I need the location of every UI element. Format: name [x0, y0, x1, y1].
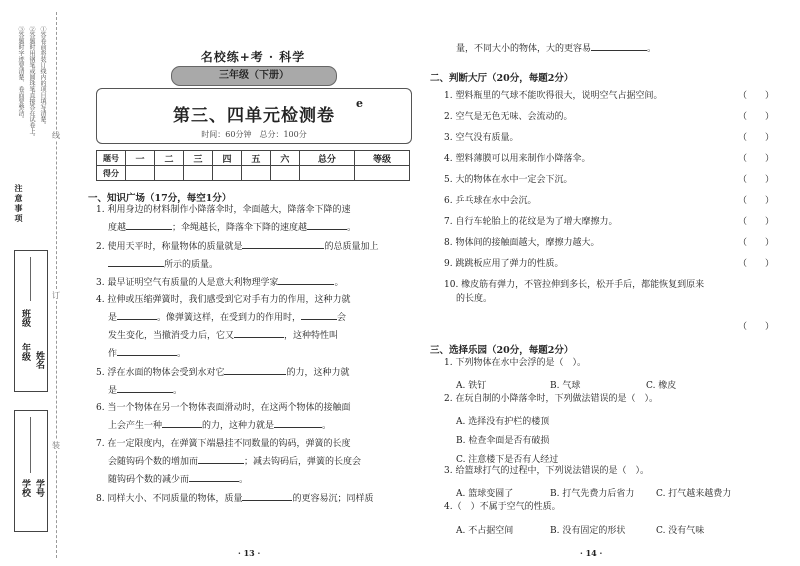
question-text: 所示的质量。 [164, 260, 219, 270]
answer-paren[interactable]: （ ） [737, 175, 774, 185]
score-input[interactable] [183, 166, 212, 181]
mc-option[interactable]: A. 铁钉 [456, 381, 487, 391]
notice-item-2: ②答题时用钢笔或圆珠笔直接答在试卷上。 [28, 26, 35, 140]
question-text: 。 [647, 44, 657, 54]
number-label: 学号 [34, 479, 44, 497]
answer-paren[interactable]: （ ） [737, 238, 774, 248]
score-table-header-row [97, 151, 410, 166]
school-info-box [14, 410, 48, 532]
mc-option[interactable]: A. 篮球变圆了 [456, 489, 514, 499]
question-4 [96, 292, 350, 363]
score-cell: 题号 [97, 151, 126, 166]
tf-item-2 [444, 112, 774, 123]
answer-blank[interactable] [234, 327, 284, 338]
score-row-label: 得分 [97, 166, 126, 181]
answer-blank[interactable] [274, 417, 322, 428]
mc-option[interactable]: C. 打气越来越费力 [656, 489, 732, 499]
score-input[interactable] [212, 166, 241, 181]
tf-item-5 [444, 175, 774, 186]
answer-paren[interactable]: （ ） [737, 217, 774, 227]
mc-option[interactable]: C. 注意楼下是否有人经过 [456, 455, 559, 465]
tf-text: 4. 塑料薄膜可以用来制作小降落伞。 [444, 154, 591, 164]
answer-paren[interactable]: （ ） [737, 91, 774, 101]
question-text: 。像弹簧这样，在受到力的作用时， [157, 313, 302, 323]
question-text: 2. 使用天平时，称量物体的质量就是 [96, 242, 243, 252]
question-text: 会 [337, 313, 347, 323]
school-label: 学校 [20, 479, 30, 497]
binding-strip [0, 0, 60, 566]
score-input[interactable] [154, 166, 183, 181]
tf-text: 3. 空气没有质量。 [444, 133, 519, 143]
question-text: 的力，这种力就 [286, 368, 350, 378]
mc-option[interactable]: C. 橡皮 [646, 381, 677, 391]
answer-blank[interactable] [189, 471, 239, 482]
class-info-box [14, 250, 48, 392]
question-7 [96, 436, 361, 489]
mc-question-1: 1. 下列物体在水中会浮的是（ ）。 [444, 358, 586, 368]
question-text: 7. 在一定限度内，在弹簧下端悬挂不同数量的钩码，弹簧的长度 [96, 439, 351, 449]
question-text: 8. 同样大小、不同质量的物体，质量 [96, 494, 243, 504]
mc-option[interactable]: A. 不占据空间 [456, 526, 514, 536]
question-text: 。 [173, 386, 183, 396]
score-cell: 等级 [354, 151, 409, 166]
mc-option[interactable]: B. 没有固定的形状 [550, 526, 626, 536]
question-text: ，这种特性叫 [284, 331, 339, 341]
answer-blank[interactable] [126, 219, 172, 230]
mc-option[interactable]: B. 打气先费力后省力 [550, 489, 635, 499]
school-input-line[interactable] [30, 417, 31, 473]
notice-block [14, 26, 48, 176]
page-number-left: · 13 · [238, 548, 261, 558]
score-input[interactable] [126, 166, 155, 181]
mc-option[interactable]: A. 选择没有护栏的楼顶 [456, 417, 550, 427]
question-text: 随钩码个数的减少而 [108, 475, 190, 485]
answer-blank[interactable] [117, 309, 157, 320]
answer-paren[interactable]: （ ） [737, 133, 774, 143]
score-cell: 二 [154, 151, 183, 166]
series-title: 名校练+考 · 科学 [200, 50, 306, 64]
answer-paren[interactable]: （ ） [737, 259, 774, 269]
mc-option[interactable]: B. 检查伞面是否有破损 [456, 436, 550, 446]
tf-item-10-continued [456, 294, 774, 305]
question-text: 是 [108, 313, 118, 323]
answer-blank[interactable] [117, 382, 173, 393]
tf-item-4 [444, 154, 774, 165]
decorative-mark: e [356, 97, 363, 110]
page-number-right: · 14 · [580, 548, 603, 558]
question-text: 发生变化，当撤消受力后，它又 [108, 331, 235, 341]
left-page [88, 0, 418, 566]
question-text: 的更容易沉；同样质 [292, 494, 374, 504]
answer-paren[interactable]: （ ） [737, 154, 774, 164]
answer-paren[interactable]: （ ） [737, 196, 774, 206]
question-text: 作 [108, 349, 118, 359]
notice-heading: 注意事项 [14, 184, 24, 224]
cut-word-bind: 订 [52, 291, 60, 300]
question-text: 6. 当一个物体在另一个物体表面滑动时，在这两个物体的接触面 [96, 403, 351, 413]
question-3 [96, 274, 343, 292]
score-input[interactable] [354, 166, 409, 181]
mc-question-3: 3. 给篮球打气的过程中，下列说法错误的是（ ）。 [444, 466, 649, 476]
answer-blank[interactable] [301, 309, 337, 320]
answer-paren[interactable]: （ ） [737, 322, 774, 332]
class-input-line[interactable] [30, 257, 31, 301]
cut-word-pack: 装 [52, 441, 60, 450]
section-1-heading: 一、知识广场（17分，每空1分） [88, 193, 232, 204]
question-text: 5. 浮在水面的物体会受到水对它 [96, 368, 225, 378]
section-3-heading: 三、选择乐园（20分，每题2分） [430, 345, 574, 356]
score-cell: 三 [183, 151, 212, 166]
mc-question-4: 4.（ ）不属于空气的性质。 [444, 502, 561, 512]
tf-text: 7. 自行车轮胎上的花纹是为了增大摩擦力。 [444, 217, 618, 227]
score-input[interactable] [299, 166, 354, 181]
grade-badge: 三年级（下册） [171, 66, 337, 86]
question-text: 量，不同大小的物体，大的更容易 [456, 44, 592, 54]
question-text: 。 [239, 475, 249, 485]
answer-blank[interactable] [117, 345, 177, 356]
question-8 [96, 490, 373, 508]
answer-blank[interactable] [108, 256, 164, 267]
exam-info: 时间：60分钟 总分：100分 [201, 130, 307, 139]
tf-text: 5. 大的物体在水中一定会下沉。 [444, 175, 573, 185]
exam-title: 第三、四单元检测卷 [173, 106, 335, 126]
question-6 [96, 400, 350, 435]
tf-item-8 [444, 238, 774, 249]
tf-item-10 [444, 280, 774, 291]
question-8-continued [456, 40, 656, 58]
question-text: ；伞绳越长，降落伞下降的速度越 [172, 223, 308, 233]
answer-blank[interactable] [162, 417, 202, 428]
answer-blank[interactable] [224, 364, 286, 375]
mc-option[interactable]: B. 气球 [550, 381, 581, 391]
tf-item-1 [444, 91, 774, 102]
question-text: 。 [322, 421, 332, 431]
question-text: 。 [347, 223, 357, 233]
question-text: 度越 [108, 223, 127, 233]
title-box [96, 88, 412, 144]
tf-text: 10. 橡皮筋有弹力，不管拉伸到多长，松开手后，都能恢复到原来 [444, 280, 705, 290]
question-5 [96, 364, 349, 400]
question-text: 。 [334, 278, 344, 288]
tf-text: 6. 乒乓球在水中会沉。 [444, 196, 537, 206]
score-input[interactable] [270, 166, 299, 181]
right-page [430, 0, 790, 566]
answer-blank[interactable] [591, 40, 647, 51]
mc-option[interactable]: C. 没有气味 [656, 526, 705, 536]
tf-item-9 [444, 259, 774, 270]
question-text: 。 [177, 349, 187, 359]
score-cell: 四 [212, 151, 241, 166]
answer-blank[interactable] [242, 238, 324, 249]
question-text: ；减去钩码后，弹簧的长度会 [244, 457, 362, 467]
score-cell: 五 [241, 151, 270, 166]
question-text: 上会产生一种 [108, 421, 163, 431]
question-text: 1. 利用身边的材料制作小降落伞时，伞面越大，降落伞下降的速 [96, 205, 351, 215]
score-table-score-row [97, 166, 410, 181]
score-input[interactable] [241, 166, 270, 181]
question-text: 会随钩码个数的增加而 [108, 457, 199, 467]
name-label: 姓名 [34, 351, 44, 369]
tf-text: 8. 物体间的接触面越大，摩擦力越大。 [444, 238, 600, 248]
answer-blank[interactable] [278, 274, 334, 285]
score-cell: 一 [126, 151, 155, 166]
question-text: 的力，这种力就是 [202, 421, 275, 431]
tf-item-7 [444, 217, 774, 228]
cut-word-line: 线 [52, 131, 60, 140]
class-label: 班级 [20, 309, 30, 327]
cut-line [56, 12, 57, 558]
tf-text: 的长度。 [456, 294, 493, 304]
question-text: 3. 最早证明空气有质量的人是意大利物理学家 [96, 278, 279, 288]
answer-paren[interactable]: （ ） [737, 112, 774, 122]
score-table [96, 150, 410, 181]
grade-label: 年级 [20, 343, 30, 361]
question-2 [96, 238, 378, 274]
question-text: 是 [108, 386, 118, 396]
score-cell: 总分 [299, 151, 354, 166]
answer-blank[interactable] [242, 490, 292, 501]
tf-text: 2. 空气是无色无味、会流动的。 [444, 112, 573, 122]
notice-item-3: ③答题时字迹要清楚、卷面要整洁。 [17, 26, 24, 122]
question-text: 的总质量加上 [324, 242, 379, 252]
question-1 [96, 202, 356, 237]
notice-item-1: ①答卷前将装订线内的项目填写清楚。 [39, 26, 46, 128]
section-2-heading: 二、判断大厅（20分，每题2分） [430, 73, 574, 84]
mc-question-2: 2. 在玩自制的小降落伞时，下列做法错误的是（ ）。 [444, 394, 658, 404]
answer-blank[interactable] [307, 219, 347, 230]
question-text: 4. 拉伸或压缩弹簧时，我们感受到它对手有力的作用，这种力就 [96, 295, 351, 305]
score-cell: 六 [270, 151, 299, 166]
answer-blank[interactable] [198, 453, 244, 464]
tf-text: 9. 跳跳板应用了弹力的性质。 [444, 259, 564, 269]
tf-item-6 [444, 196, 774, 207]
tf-text: 1. 塑料瓶里的气球不能吹得很大，说明空气占据空间。 [444, 91, 663, 101]
tf-item-3 [444, 133, 774, 144]
